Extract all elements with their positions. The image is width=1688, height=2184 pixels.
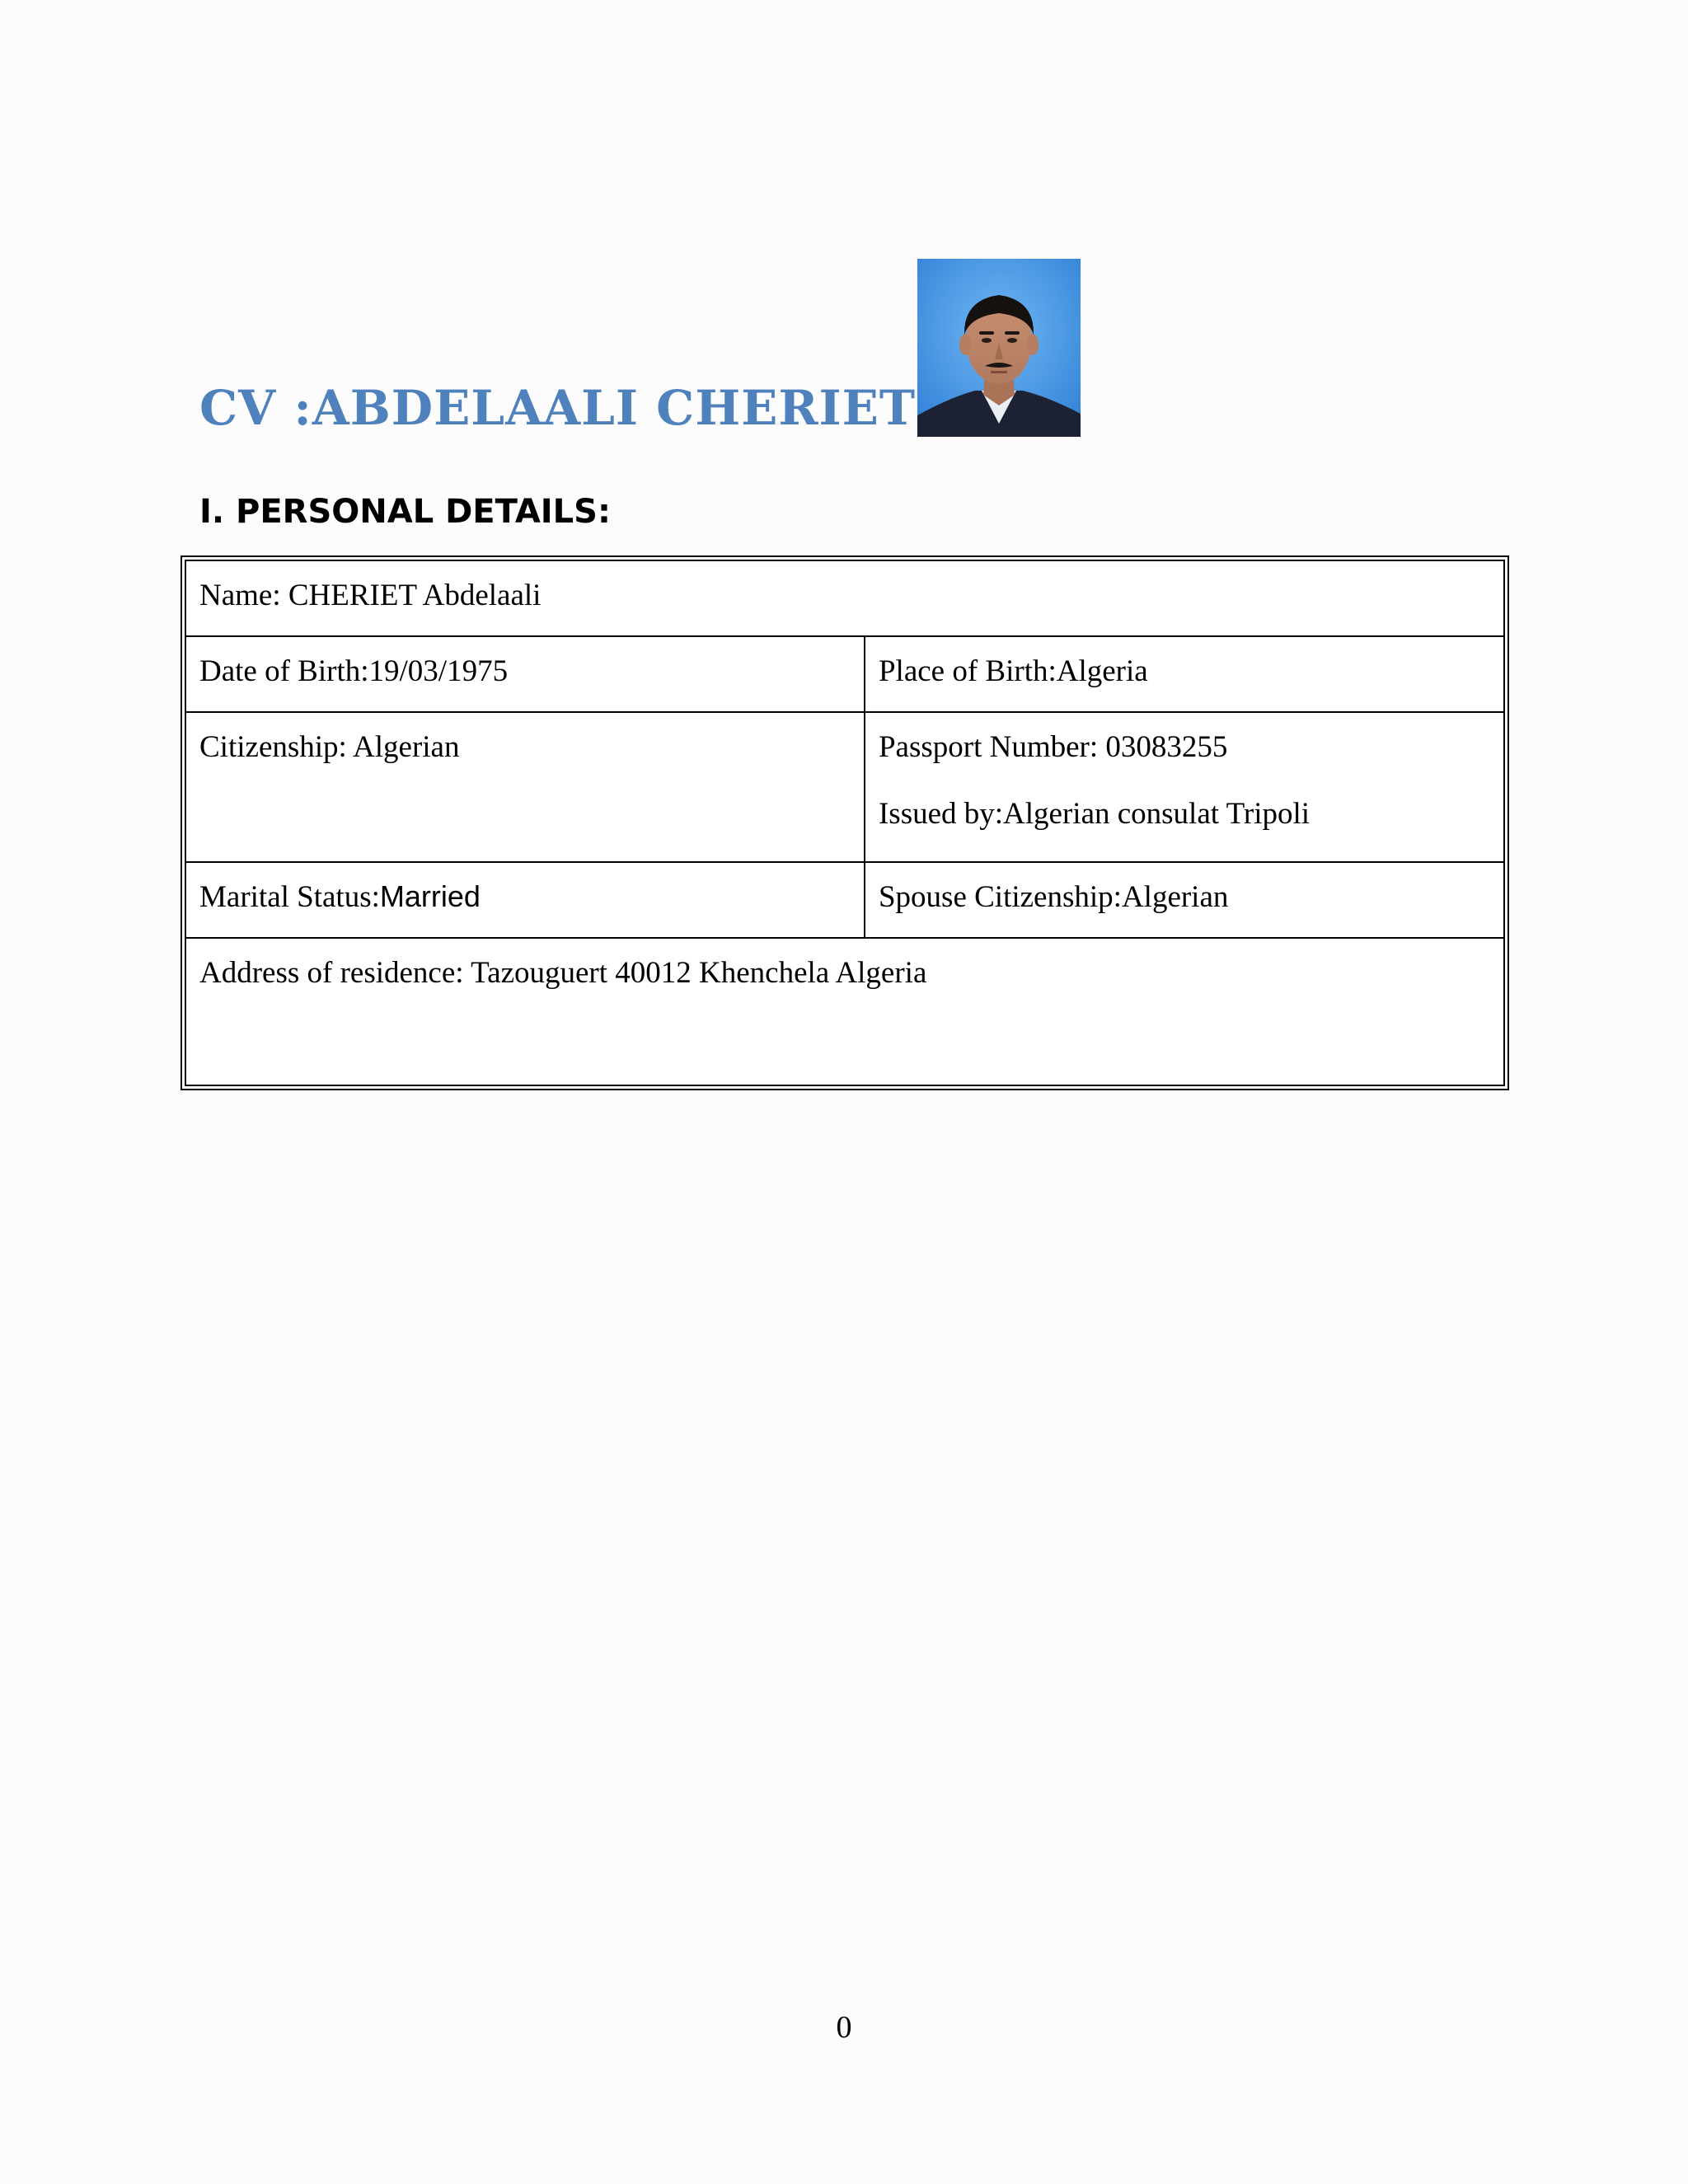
passport-cell [865, 712, 1503, 862]
date-of-birth-cell: Date of Birth:19/03/1975 [186, 636, 865, 712]
section-heading-personal-details: I. PERSONAL DETAILS: [199, 493, 611, 531]
marital-status-cell [186, 862, 865, 938]
citizenship-cell: Citizenship: Algerian [186, 712, 865, 862]
profile-photo [917, 259, 1081, 437]
cv-title: CV :ABDELAALI CHERIET [199, 380, 917, 436]
marital-status-label: Marital Status: [199, 880, 380, 914]
passport-issued-by: Issued by:Algerian consulat Tripoli [878, 797, 1311, 831]
place-of-birth-cell: Place of Birth:Algeria [865, 636, 1503, 712]
page-number: 0 [836, 2010, 852, 2045]
spouse-citizenship-cell: Spouse Citizenship:Algerian [865, 862, 1503, 938]
address-cell: Address of residence: Tazouguert 40012 Khenchela Algeria [186, 938, 1503, 1087]
passport-number: Passport Number: 03083255 [878, 730, 1228, 764]
marital-status-value: Married [379, 879, 481, 913]
name-cell: Name: CHERIET Abdelaali [186, 561, 1503, 636]
personal-details-table [181, 555, 1509, 1090]
cv-title-block [199, 259, 1081, 437]
